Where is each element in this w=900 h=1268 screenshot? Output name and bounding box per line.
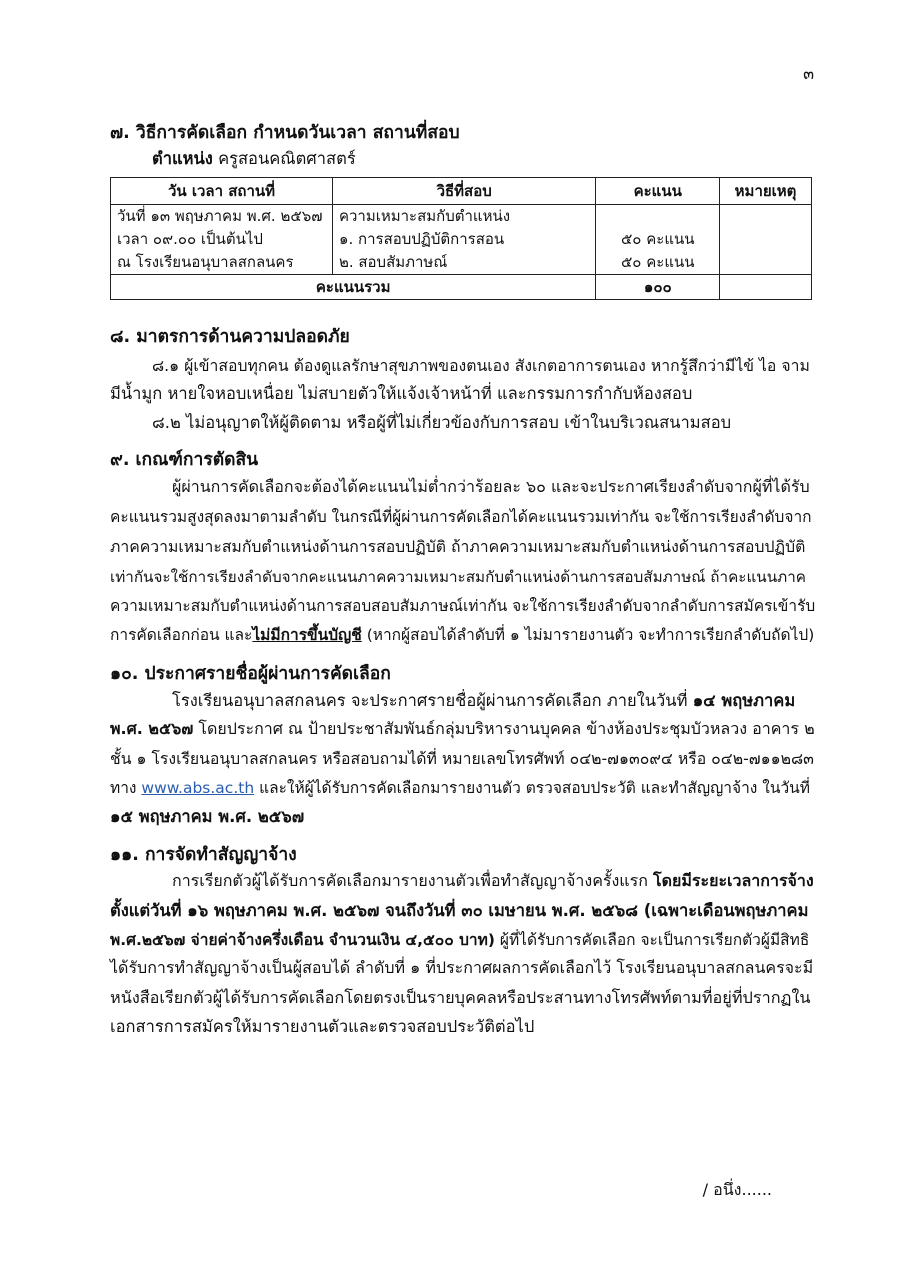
table-row	[111, 205, 812, 275]
header-datetime-place: วัน เวลา สถานที่	[111, 178, 333, 205]
exam-schedule-table	[110, 177, 812, 300]
section-11-heading: ๑๑. การจัดทำสัญญาจ้าง	[110, 845, 297, 865]
section-8-heading: ๘. มาตรการด้านความปลอดภัย	[110, 327, 350, 347]
s10-l4-b: และให้ผู้ได้รับการคัดเลือกมารายงานตัว ตรวจสอบประวัติ และทำสัญญาจ้าง ในวันที่	[254, 779, 810, 797]
total-label: คะแนนรวม	[111, 275, 596, 300]
s9-line-2: คะแนนรวมสูงสุดลงมาตามลำดับ ในกรณีที่ผู้ผ่านการคัดเลือกได้คะแนนรวมเท่ากัน จะใช้การเรียงลำดับจาก	[110, 508, 812, 526]
s9-last-a: การคัดเลือกก่อน และ	[110, 626, 253, 644]
s10-line-4	[110, 775, 810, 800]
announce-year: พ.ศ. ๒๕๖๗	[110, 719, 194, 738]
position-value: ครูสอนคณิตศาสตร์	[218, 149, 356, 168]
s10-line-2	[110, 717, 815, 742]
s11-line-3	[110, 927, 809, 952]
s11-line-5: หนังสือเรียกตัวผู้ได้รับการคัดเลือกโดยตรงเป็นรายบุคคลหรือประสานทางโทรศัพท์ตามที่อยู่ที่ปรากฏใน	[110, 988, 811, 1007]
s9-line-4: เท่ากันจะใช้การเรียงลำดับจากคะแนนภาคความเหมาะสมกับตำแหน่งด้านการสอบสัมภาษณ์ ถ้าคะแนนภาค	[110, 568, 806, 586]
s9-line-5: ความเหมาะสมกับตำแหน่งด้านการสอบสอบสัมภาษณ์เท่ากัน จะใช้การเรียงลำดับจากลำดับการสมัครเข้ารับ	[110, 597, 816, 615]
method-interview: ๒. สอบสัมภาษณ์	[338, 253, 448, 271]
school-website-link[interactable]: www.abs.ac.th	[141, 779, 255, 797]
report-date: ๑๕ พฤษภาคม พ.ศ. ๒๕๖๗	[110, 807, 305, 826]
remark-cell	[720, 205, 812, 275]
no-waitlist-notice: ไม่มีการขึ้นบัญชี	[252, 626, 362, 644]
s11-line-1	[172, 869, 814, 894]
section-7-heading: ๗. วิธีการคัดเลือก กำหนดวันเวลา สถานที่สอบ	[110, 123, 460, 143]
score-teaching-practice: ๕๐ คะแนน	[620, 230, 695, 248]
score-blank	[602, 205, 713, 228]
s10-line-1	[172, 688, 795, 714]
s9-line-6	[110, 622, 814, 647]
s10-line-3: ชั้น ๑ โรงเรียนอนุบาลสกลนคร หรือสอบถามได้ที่ หมายเลขโทรศัพท์ ๐๔๒-๗๑๓๐๙๔ หรือ ๐๔๒-๗๑๑๒๘๓	[110, 749, 814, 768]
score-interview: ๕๐ คะแนน	[620, 253, 695, 271]
header-score: คะแนน	[596, 178, 720, 205]
s9-last-b: (หากผู้สอบได้ลำดับที่ ๑ ไม่มารายงานตัว จะทำการเรียกลำดับถัดไป)	[361, 626, 815, 644]
datetime-cell	[111, 205, 333, 275]
method-cell	[332, 205, 595, 275]
s10-l4-a: ทาง	[110, 779, 142, 797]
header-remark: หมายเหตุ	[720, 178, 812, 205]
total-remark	[720, 275, 812, 300]
s11-l1-a: การเรียกตัวผู้ได้รับการคัดเลือกมารายงานตัวเพื่อทำสัญญาจ้างครั้งแรก	[172, 871, 653, 890]
s11-line-6: เอกสารการสมัครให้มารายงานตัวและตรวจสอบประวัติต่อไป	[110, 1017, 535, 1036]
s9-line-3: ภาคความเหมาะสมกับตำแหน่งด้านการสอบปฏิบัติ ถ้าภาคความเหมาะสมกับตำแหน่งด้านการสอบปฏิบัติ	[110, 537, 806, 556]
exam-place: ณ โรงเรียนอนุบาลสกลนคร	[117, 253, 294, 271]
position-line	[152, 146, 356, 172]
contract-period: ตั้งแต่วันที่ ๑๖ พฤษภาคม พ.ศ. ๒๕๖๗ จนถึงวันที่ ๓๐ เมษายน พ.ศ. ๒๕๖๘ (เฉพาะเดือนพฤษภาคม	[110, 901, 809, 920]
table-total-row	[111, 275, 812, 300]
score-cell	[596, 205, 720, 275]
s11-l3-b: ผู้ที่ได้รับการคัดเลือก จะเป็นการเรียกตัวผู้มีสิทธิ	[494, 931, 810, 949]
half-month-pay: พ.ศ.๒๕๖๗ จ่ายค่าจ้างครึ่งเดือน จำนวนเงิน ๔,๕๐๐ บาท)	[110, 931, 495, 949]
s8-line-2: มีน้ำมูก หายใจหอบเหนื่อย ไม่สบายตัวให้แจ้งเจ้าหน้าที่ และกรรมการกำกับห้องสอบ	[110, 384, 693, 403]
announce-date: ๑๔ พฤษภาคม	[692, 691, 796, 710]
method-title: ความเหมาะสมกับตำแหน่ง	[338, 207, 511, 225]
s10-l2-b: โดยประกาศ ณ ป้ายประชาสัมพันธ์กลุ่มบริหารงานบุคคล ข้างห้องประชุมบัวหลวง อาคาร ๒	[193, 719, 815, 738]
s9-line-1: ผู้ผ่านการคัดเลือกจะต้องได้คะแนนไม่ต่ำกว่าร้อยละ ๖๐ และจะประกาศเรียงลำดับจากผู้ที่ได้รับ	[172, 477, 810, 496]
header-method: วิธีที่สอบ	[332, 178, 595, 205]
exam-time: เวลา ๐๙.๐๐ เป็นต้นไป	[117, 230, 263, 248]
exam-date: วันที่ ๑๓ พฤษภาคม พ.ศ. ๒๕๖๗	[117, 207, 323, 225]
table-header-row	[111, 178, 812, 205]
s8-line-1: ๘.๑ ผู้เข้าสอบทุกคน ต้องดูแลรักษาสุขภาพของตนเอง สังเกตอาการตนเอง หากรู้สึกว่ามีไข้ ไอ จาม	[152, 356, 810, 375]
continuation-note: / อนึ่ง......	[702, 1180, 772, 1199]
method-teaching-practice: ๑. การสอบปฏิบัติการสอน	[338, 230, 505, 248]
section-9-heading: ๙. เกณฑ์การตัดสิน	[110, 450, 259, 470]
s8-line-3: ๘.๒ ไม่อนุญาตให้ผู้ติดตาม หรือผู้ที่ไม่เกี่ยวข้องกับการสอบ เข้าในบริเวณสนามสอบ	[152, 413, 732, 432]
page-number: ๓	[803, 64, 814, 83]
s10-l1-a: โรงเรียนอนุบาลสกลนคร จะประกาศรายชื่อผู้ผ่านการคัดเลือก ภายในวันที่	[172, 691, 693, 710]
position-label: ตำแหน่ง	[152, 149, 213, 168]
section-10-heading: ๑๐. ประกาศรายชื่อผู้ผ่านการคัดเลือก	[110, 664, 391, 684]
total-value: ๑๐๐	[596, 275, 720, 300]
s11-l1-b: โดยมีระยะเวลาการจ้าง	[652, 871, 814, 890]
s11-line-4: ได้รับการทำสัญญาจ้างเป็นผู้สอบได้ ลำดับที่ ๑ ที่ประกาศผลการคัดเลือกไว้ โรงเรียนอนุบาลสกลนครจะมี	[110, 958, 814, 977]
